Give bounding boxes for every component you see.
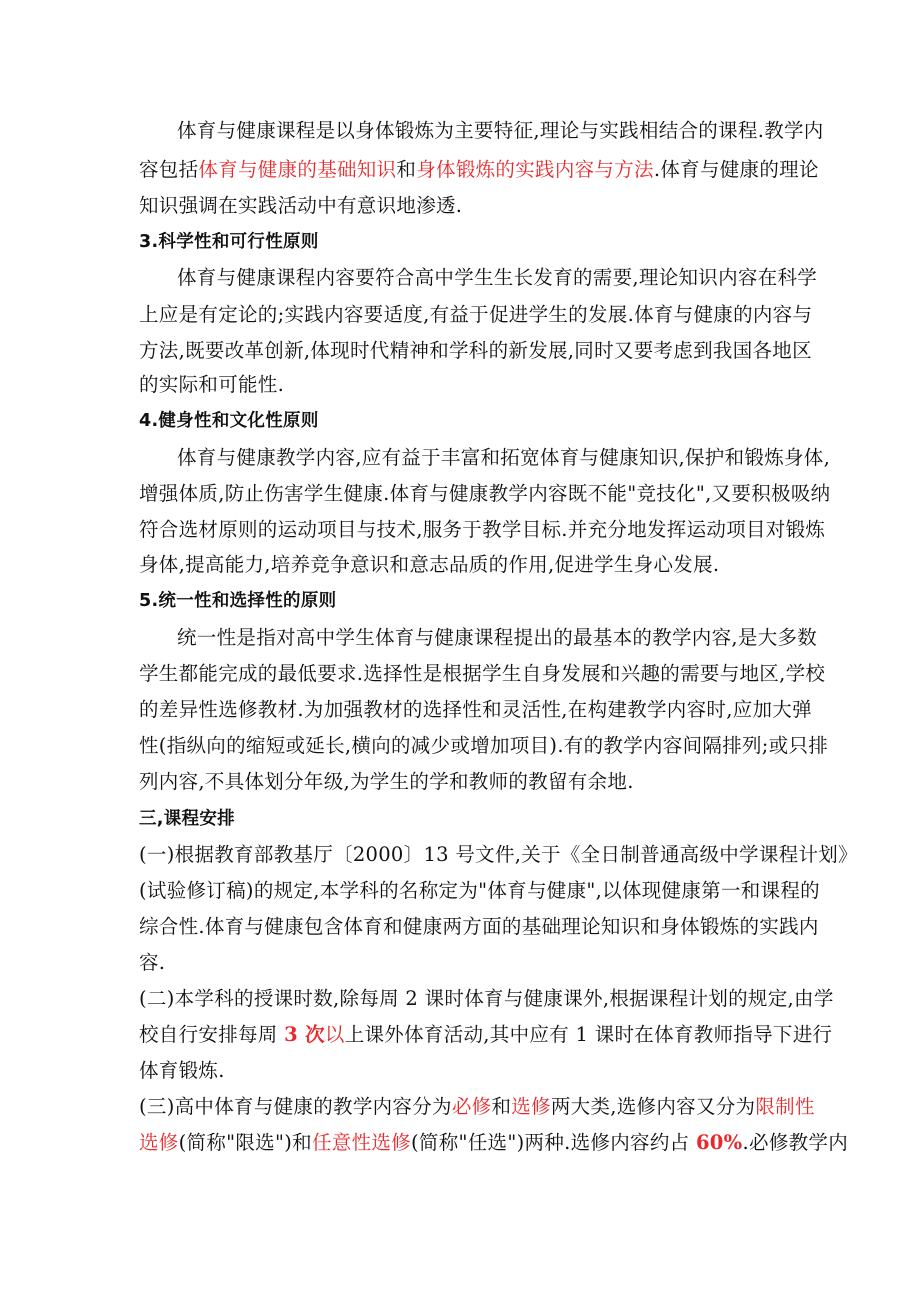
text-run: 符合选材原则的运动项目与技术,服务于教学目标.并充分地发挥运动项目对锻炼 <box>139 518 826 541</box>
text-run: 体育与健康课程是以身体锻炼为主要特征,理论与实践相结合的课程.教学内 <box>177 119 824 142</box>
text-run: 身体,提高能力,培养竞争意识和意志品质的作用,促进学生身心发展. <box>139 553 720 576</box>
paragraph-line <box>139 338 812 364</box>
highlighted-text: 必修 <box>451 1095 492 1118</box>
text-run: 综合性.体育与健康包含体育和健康两方面的基础理论知识和身体锻炼的实践内 <box>139 915 819 938</box>
text-run: 体育与健康教学内容,应有益于丰富和拓宽体育与健康知识,保护和锻炼身体, <box>177 446 831 469</box>
paragraph-line <box>139 914 819 940</box>
text-run: .体育与健康的理论 <box>653 158 819 181</box>
text-run: 容. <box>139 951 166 974</box>
highlighted-text: 选修 <box>511 1095 551 1118</box>
highlighted-text: 以 <box>324 1023 345 1046</box>
section-heading <box>139 806 789 832</box>
highlighted-text: 3 次 <box>284 1023 325 1046</box>
paragraph-line <box>139 1058 789 1084</box>
paragraph-line <box>139 769 789 795</box>
text-run: 上应是有定论的;实践内容要适度,有益于促进学生的发展.体育与健康的内容与 <box>139 303 813 326</box>
text-run: 的实际和可能性. <box>139 373 285 396</box>
paragraph-line <box>139 878 820 904</box>
text-run: 统一性是指对高中学生体育与健康课程提出的最基本的教学内容,是大多数 <box>177 626 818 649</box>
text-run: .必修教学内 <box>742 1131 849 1154</box>
text-run: 和 <box>491 1095 512 1118</box>
highlighted-text: 体育与健康的基础知识 <box>198 158 397 181</box>
paragraph-line <box>139 1130 849 1156</box>
text-run: 性(指纵向的缩短或延长,横向的减少或增加项目).有的教学内容间隔排列;或只排 <box>139 734 829 757</box>
text-run: 体育锻炼. <box>139 1059 225 1082</box>
paragraph-line <box>139 157 819 183</box>
paragraph-line <box>139 842 858 868</box>
paragraph-line <box>139 1022 833 1048</box>
highlighted-text: 选修 <box>139 1131 179 1154</box>
text-run: 列内容,不具体划分年级,为学生的学和教师的教留有余地. <box>139 770 634 793</box>
text-run: (二)本学科的授课时数,除每周 2 课时体育与健康课外,根据课程计划的规定,由学 <box>139 987 834 1010</box>
highlighted-text: 身体锻炼的实践内容与方法 <box>416 158 654 181</box>
text-run: 的差异性选修教材.为加强教材的选择性和灵活性,在构建教学内容时,应加大弹 <box>139 698 812 721</box>
text-run: 校自行安排每周 <box>139 1023 285 1046</box>
paragraph-line <box>139 950 789 976</box>
text-run: (试验修订稿)的规定,本学科的名称定为"体育与健康",以体现健康第一和课程的 <box>139 879 820 902</box>
paragraph-line <box>139 193 789 219</box>
text-run: 体育与健康课程内容要符合高中学生生长发育的需要,理论知识内容在科学 <box>177 266 818 289</box>
text-run: 三,课程安排 <box>139 809 235 829</box>
text-run: 和 <box>396 158 417 181</box>
paragraph-line <box>139 986 834 1012</box>
section-heading <box>139 229 789 255</box>
text-run: 学生都能完成的最低要求.选择性是根据学生自身发展和兴趣的需要与地区,学校 <box>139 662 826 685</box>
paragraph-line <box>177 625 827 651</box>
paragraph-line <box>177 445 831 471</box>
paragraph-line <box>139 661 826 687</box>
text-run: 上课外体育活动,其中应有 1 课时在体育教师指导下进行 <box>344 1023 833 1046</box>
highlighted-text: 60% <box>695 1131 743 1154</box>
text-run: 两大类,选修内容又分为 <box>550 1095 756 1118</box>
text-run: 3.科学性和可行性原则 <box>139 232 319 252</box>
paragraph-line <box>139 733 829 759</box>
paragraph-line <box>139 517 826 543</box>
text-run: 增强体质,防止伤害学生健康.体育与健康教学内容既不能"竞技化",又要积极吸纳 <box>139 482 831 505</box>
paragraph-line <box>177 265 827 291</box>
highlighted-text: 限制性 <box>755 1095 815 1118</box>
section-heading <box>139 408 789 434</box>
paragraph-line <box>139 552 789 578</box>
highlighted-text: 任意性选修 <box>311 1131 411 1154</box>
text-run: (三)高中体育与健康的教学内容分为 <box>139 1095 452 1118</box>
text-run: (一)根据教育部教基厅〔2000〕13 号文件,关于《全日制普通高级中学课程计划》 <box>139 843 858 866</box>
text-run: 方法,既要改革创新,体现时代精神和学科的新发展,同时又要考虑到我国各地区 <box>139 339 812 362</box>
text-run: (简称"限选")和 <box>178 1131 312 1154</box>
paragraph-line <box>139 372 789 398</box>
text-run: 容包括 <box>139 158 199 181</box>
paragraph-line <box>139 481 831 507</box>
text-run: 知识强调在实践活动中有意识地渗透. <box>139 194 463 217</box>
text-run: 5.统一性和选择性的原则 <box>139 591 337 611</box>
paragraph-line <box>139 697 812 723</box>
paragraph-line <box>177 118 827 144</box>
paragraph-line <box>139 1094 815 1120</box>
paragraph-line <box>139 302 813 328</box>
text-run: (简称"任选")两种.选修内容约占 <box>410 1131 696 1154</box>
section-heading <box>139 588 789 614</box>
text-run: 4.健身性和文化性原则 <box>139 411 319 431</box>
